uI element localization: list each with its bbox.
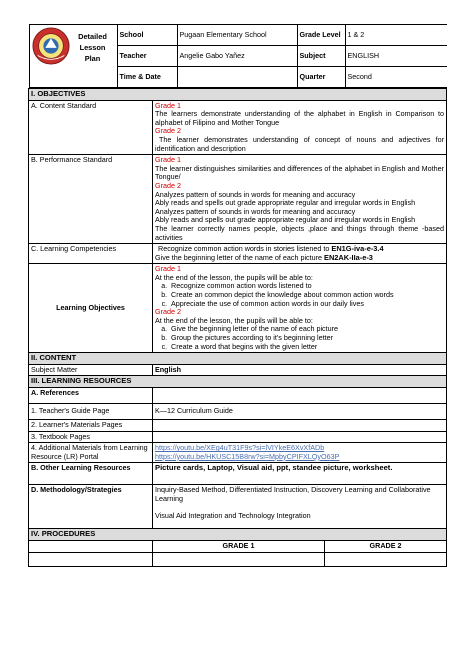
ps-grade2-line: The learner correctly names people, objects ,place and things through theme -based activities: [155, 223, 445, 242]
additional-materials-row: [29, 443, 447, 463]
time-date-label: Time & Date: [117, 67, 177, 88]
lo-grade2-label: Grade 2: [155, 307, 181, 317]
title-word-detailed: Detailed: [78, 32, 107, 41]
subject-value: ENGLISH: [345, 46, 447, 67]
teacher-value: Angelie Gabo Yañez: [177, 46, 297, 67]
quarter-label: Quarter: [297, 67, 345, 88]
learning-objectives-cell: [153, 264, 447, 353]
teachers-guide-value: K—12 Curriculum Guide: [153, 404, 447, 420]
procedures-header-row: [29, 540, 447, 552]
quarter-value: Second: [345, 67, 447, 88]
textbook-pages-row: [29, 431, 447, 443]
ps-grade2-line: Analyzes pattern of sounds in words for meaning and accuracy: [155, 189, 356, 199]
title-word-plan: Plan: [84, 54, 101, 63]
cs-grade2-label: Grade 2: [155, 126, 181, 136]
procedures-cell: [325, 552, 447, 566]
ps-grade2-line: Ably reads and spells out grade appropriate regular and irregular words in English: [155, 198, 416, 208]
procedures-blank-cell: [29, 540, 153, 552]
lesson-plan-page: [28, 24, 446, 567]
methodology-line-2: Visual Aid Integration and Technology Integration: [155, 510, 311, 520]
objectives-heading: I. OBJECTIVES: [29, 89, 447, 101]
teacher-label: Teacher: [117, 46, 177, 67]
lo-grade1-list: [169, 282, 444, 308]
procedures-row: [29, 552, 447, 566]
references-value: [153, 388, 447, 404]
ps-grade2-line: Analyzes pattern of sounds in words for meaning and accuracy: [155, 206, 356, 216]
grade-level-label: Grade Level: [297, 25, 345, 46]
content-standard-row: [29, 100, 447, 155]
competency1-code: EN1G-iva-e-3.4: [331, 244, 384, 254]
subject-label: Subject: [297, 46, 345, 67]
competency2-text: Give the beginning letter of the name of each picture: [155, 252, 323, 262]
cs-grade1-label: Grade 1: [155, 100, 181, 110]
list-item: b. Create an common depict the knowledge about common action words: [169, 291, 444, 300]
learning-objectives-row: [29, 264, 447, 353]
cs-grade1-text: The learners demonstrate understanding of the alphabet in English in Comparison to alphabet of Filipino and Mother Tongue: [155, 109, 445, 127]
procedures-cell: [29, 552, 153, 566]
references-label: A. References: [29, 388, 153, 404]
methodology-row: [29, 485, 447, 529]
performance-standard-row: [29, 155, 447, 244]
methodology-label: D. Methodology/Strategies: [29, 485, 153, 529]
additional-materials-cell: [153, 443, 447, 463]
performance-standard-cell: [153, 155, 447, 244]
ps-grade1-label: Grade 1: [155, 155, 181, 165]
ps-grade2-label: Grade 2: [155, 180, 181, 190]
lo-grade2-list: [169, 325, 444, 351]
learners-materials-row: [29, 420, 447, 432]
deped-logo-cell: [29, 25, 117, 88]
youtube-link-1[interactable]: https://youtu.be/XEg4uT31F9s?si=lVIYkeE6XvXfADb: [155, 443, 325, 453]
methodology-line-1: Inquiry-Based Method, Differentiated Instruction, Discovery Learning and Collaborative Learning: [155, 485, 431, 503]
lesson-plan-table: [28, 24, 447, 567]
subject-matter-value: English: [153, 364, 447, 376]
learning-objectives-label: Learning Objectives: [29, 264, 153, 353]
grade2-column-header: GRADE 2: [325, 540, 447, 552]
content-standard-cell: [153, 100, 447, 155]
learning-resources-heading: III. LEARNING RESOURCES: [29, 376, 447, 388]
content-heading: II. CONTENT: [29, 353, 447, 365]
subject-matter-row: [29, 364, 447, 376]
competency2-code: EN2AK-IIa-e-3: [324, 252, 373, 262]
other-resources-value: Picture cards, Laptop, Visual aid, ppt, standee picture, worksheet.: [153, 463, 447, 485]
youtube-link-2[interactable]: https://youtu.be/HKUSC15B8rw?si=MpbyCPIFXLQyO63P: [155, 451, 340, 461]
list-item: a. Give the beginning letter of the name of each picture: [169, 325, 444, 334]
learners-materials-value: [153, 420, 447, 432]
methodology-cell: [153, 485, 447, 529]
list-item: b. Group the pictures according to it's beginning letter: [169, 334, 444, 343]
lesson-plan-title: [78, 31, 108, 64]
subject-matter-label: Subject Matter: [29, 364, 153, 376]
ps-grade1-text: The learner distinguishes similarities and differences of the alphabet in English and Mother Tongue/: [155, 163, 445, 182]
procedures-heading: IV. PROCEDURES: [29, 529, 447, 541]
deped-seal-icon: [32, 27, 70, 65]
references-row: [29, 388, 447, 404]
list-item: c. Create a word that begins with the given letter: [169, 343, 444, 352]
textbook-pages-value: [153, 431, 447, 443]
additional-materials-label: 4. Additional Materials from Learning Resource (LR) Portal: [29, 443, 153, 463]
grade1-column-header: GRADE 1: [153, 540, 325, 552]
time-date-value: [177, 67, 297, 88]
grade-level-value: 1 & 2: [345, 25, 447, 46]
title-word-lesson: Lesson: [79, 43, 106, 52]
learners-materials-label: 2. Learner's Materials Pages: [29, 420, 153, 432]
lo-grade1-intro: At the end of the lesson, the pupils will be able to:: [155, 272, 313, 282]
list-item: a. Recognize common action words listened to: [169, 282, 444, 291]
lo-grade1-label: Grade 1: [155, 264, 181, 274]
other-resources-label: B. Other Learning Resources: [29, 463, 153, 485]
school-value: Pugaan Elementary School: [177, 25, 297, 46]
cs-grade2-text: The learner demonstrates understanding of concept of nouns and adjectives for identification and description: [155, 134, 445, 153]
header-row: [29, 24, 447, 89]
competency1-text: Recognize common action words in stories listened to: [158, 244, 330, 254]
procedures-cell: [153, 552, 325, 566]
content-standard-label: A. Content Standard: [29, 100, 153, 155]
teachers-guide-row: [29, 404, 447, 420]
list-item: c. Appreciate the use of common action words in our daily lives: [169, 300, 444, 309]
learning-competencies-row: [29, 244, 447, 264]
learning-competencies-label: C. Learning Competencies: [29, 244, 153, 264]
lo-grade2-intro: At the end of the lesson, the pupils will be able to:: [155, 315, 313, 325]
other-resources-row: [29, 463, 447, 485]
school-label: School: [117, 25, 177, 46]
performance-standard-label: B. Performance Standard: [29, 155, 153, 244]
learning-competencies-cell: [153, 244, 447, 264]
teachers-guide-label: 1. Teacher's Guide Page: [29, 404, 153, 420]
ps-grade2-line: Ably reads and spells out grade appropriate regular and irregular words in English: [155, 215, 416, 225]
textbook-pages-label: 3. Textbook Pages: [29, 431, 153, 443]
